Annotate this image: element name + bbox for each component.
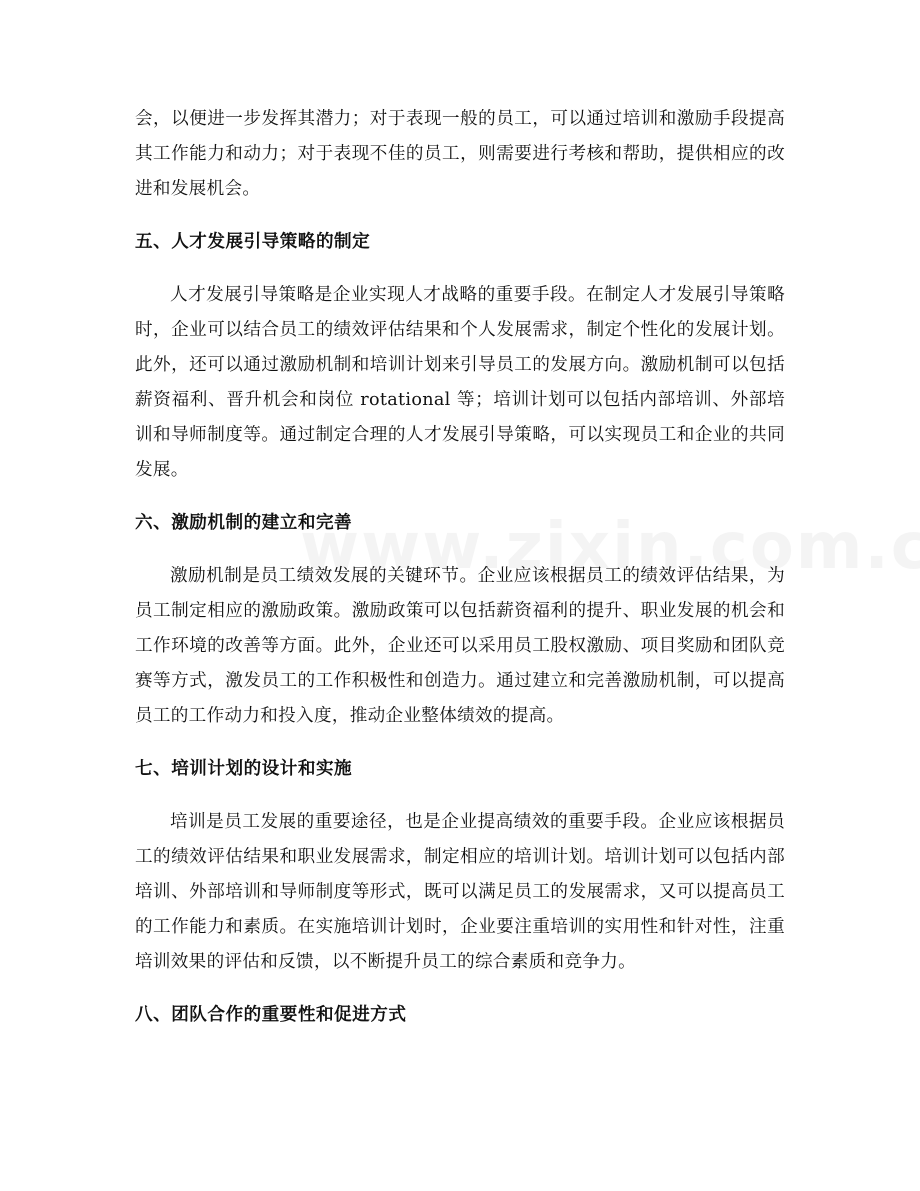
section-5-body: 人才发展引导策略是企业实现人才战略的重要手段。在制定人才发展引导策略时，企业可以结合员工的绩效评估结果和个人发展需求，制定个性化的发展计划。此外，还可以通过激励机制和培训计划来引导员工的发展方向。激励机制可以包括薪资福利、晋升机会和岗位 rotational 等；培训计划可以包括内部培训、外部培训和导师制度等。通过制定合理的人才发展引导策略，可以实现员工和企业的共同发展。: [135, 285, 785, 480]
section-6-body: 激励机制是员工绩效发展的关键环节。企业应该根据员工的绩效评估结果，为员工制定相应的激励政策。激励政策可以包括薪资福利的提升、职业发展的机会和工作环境的改善等方面。此外，企业还可以采用员工股权激励、项目奖励和团队竞赛等方式，激发员工的工作积极性和创造力。通过建立和完善激励机制，可以提高员工的工作动力和投入度，推动企业整体绩效的提高。: [135, 566, 785, 726]
section-8-heading: 八、团队合作的重要性和促进方式: [135, 1005, 407, 1025]
section-5-heading: 五、人才发展引导策略的制定: [135, 232, 371, 252]
document-page: [135, 102, 785, 1033]
section-7-heading: 七、培训计划的设计和实施: [135, 759, 353, 779]
paragraph-continued: 会，以便进一步发挥其潜力；对于表现一般的员工，可以通过培训和激励手段提高其工作能力和动力；对于表现不佳的员工，则需要进行考核和帮助，提供相应的改进和发展机会。: [135, 109, 785, 199]
section-7-body: 培训是员工发展的重要途径，也是企业提高绩效的重要手段。企业应该根据员工的绩效评估结果和职业发展需求，制定相应的培训计划。培训计划可以包括内部培训、外部培训和导师制度等形式，既可以满足员工的发展需求，又可以提高员工的工作能力和素质。在实施培训计划时，企业要注重培训的实用性和针对性，注重培训效果的评估和反馈，以不断提升员工的综合素质和竞争力。: [135, 812, 785, 972]
section-6-heading: 六、激励机制的建立和完善: [135, 513, 353, 533]
